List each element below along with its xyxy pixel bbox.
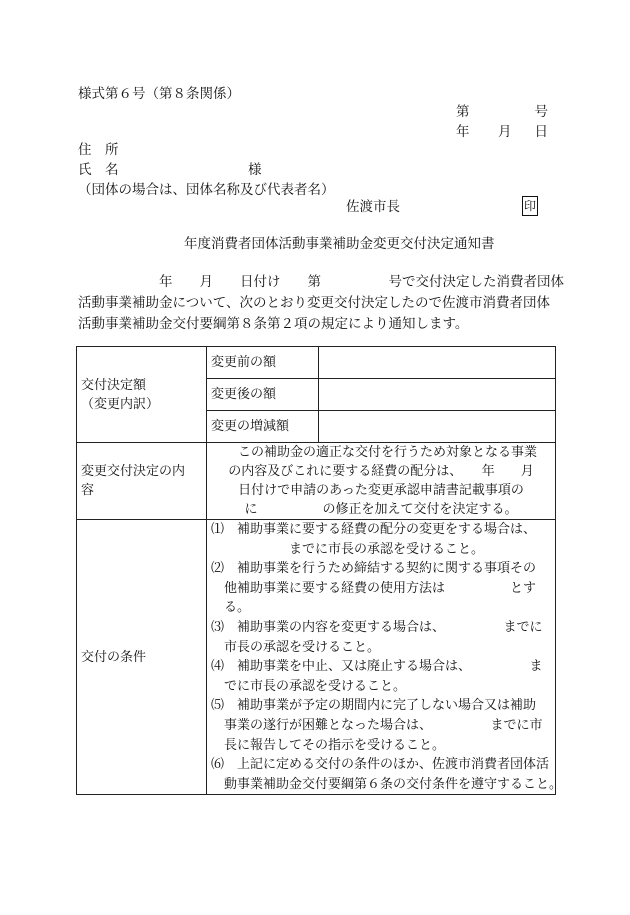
- conditions-label-cell: 交付の条件: [77, 520, 207, 795]
- document-title: 年度消費者団体活動事業補助金変更交付決定通知書: [184, 236, 495, 252]
- after-amount-value: [319, 379, 556, 411]
- condition-line: 市長の承認を受けること。: [211, 639, 381, 655]
- content-line: 日付けで申請のあった変更承認申請書記載事項の: [238, 483, 524, 498]
- content-line: に の修正を加えて交付を決定する。: [244, 502, 518, 517]
- after-amount-label: 変更後の額: [207, 379, 319, 411]
- amount-label-cell: [77, 347, 207, 443]
- before-amount-label: 変更前の額: [207, 347, 319, 379]
- date-day: 日: [534, 124, 548, 140]
- condition-line: 他補助事業に要する経費の使用方法は とす: [211, 580, 537, 596]
- condition-line: ⑸ 補助事業が予定の期間内に完了しない場合又は補助: [211, 698, 537, 714]
- seal-stamp: 印: [522, 196, 538, 216]
- form-number: 様式第６号（第８条関係）: [78, 86, 240, 102]
- content-value-cell: [207, 443, 556, 520]
- issuer-name: 佐渡市長: [346, 199, 400, 215]
- condition-line: 動事業補助金交付要綱第６条の交付条件を遵守すること。: [211, 776, 563, 792]
- condition-line: ⑶ 補助事業の内容を変更する場合は、 までに: [211, 619, 543, 635]
- condition-line: 長に報告してその指示を受けること。: [211, 737, 446, 753]
- condition-line: 事業の遂行が困難となった場合は、 までに市: [211, 717, 543, 733]
- condition-line: る。: [211, 600, 251, 616]
- conditions-cell: [207, 520, 563, 795]
- content-label-cont: 容: [81, 483, 95, 498]
- notice-body: [78, 272, 564, 335]
- body-line: 年 月 日付け 第 号で交付決定した消費者団体: [78, 274, 564, 290]
- document-date: [456, 122, 548, 142]
- address-label: 住 所: [78, 142, 119, 158]
- condition-line: ⑷ 補助事業を中止、又は廃止する場合は、 ま: [211, 659, 543, 675]
- date-year: 年: [456, 124, 470, 140]
- condition-line: ⑵ 補助事業を行うため締結する契約に関する事項その: [211, 561, 537, 577]
- diff-amount-value: [319, 411, 556, 443]
- before-amount-value: [319, 347, 556, 379]
- content-label: 変更交付決定の内: [81, 464, 186, 479]
- number-suffix: 号: [534, 104, 548, 120]
- body-line: 活動事業補助金について、次のとおり変更交付決定したので佐渡市消費者団体: [78, 295, 550, 311]
- content-line: の内容及びこれに要する経費の配分は、 年 月: [228, 464, 534, 479]
- content-label-cell: [77, 443, 207, 520]
- date-month: 月: [498, 124, 512, 140]
- number-prefix: 第: [456, 104, 470, 120]
- decision-table: [76, 346, 563, 795]
- name-label: 氏 名: [78, 162, 119, 178]
- group-note: （団体の場合は、団体名称及び代表者名）: [78, 182, 335, 198]
- document-number: [456, 102, 548, 122]
- amount-label: 交付決定額: [81, 377, 147, 393]
- condition-line: までに市長の承認を受けること。: [211, 541, 485, 557]
- amount-sublabel: （変更内訳）: [81, 396, 160, 412]
- content-line: この補助金の適正な交付を行うため対象となる事業: [224, 445, 537, 460]
- condition-line: ⑹ 上記に定める交付の条件のほか、佐渡市消費者団体活: [211, 757, 550, 773]
- condition-line: ⑴ 補助事業に要する経費の配分の変更をする場合は、: [211, 522, 537, 537]
- honorific: 様: [248, 162, 262, 178]
- diff-amount-label: 変更の増減額: [207, 411, 319, 443]
- condition-line: でに市長の承認を受けること。: [211, 678, 407, 694]
- body-line: 活動事業補助金交付要綱第８条第２項の規定により通知します。: [78, 316, 469, 332]
